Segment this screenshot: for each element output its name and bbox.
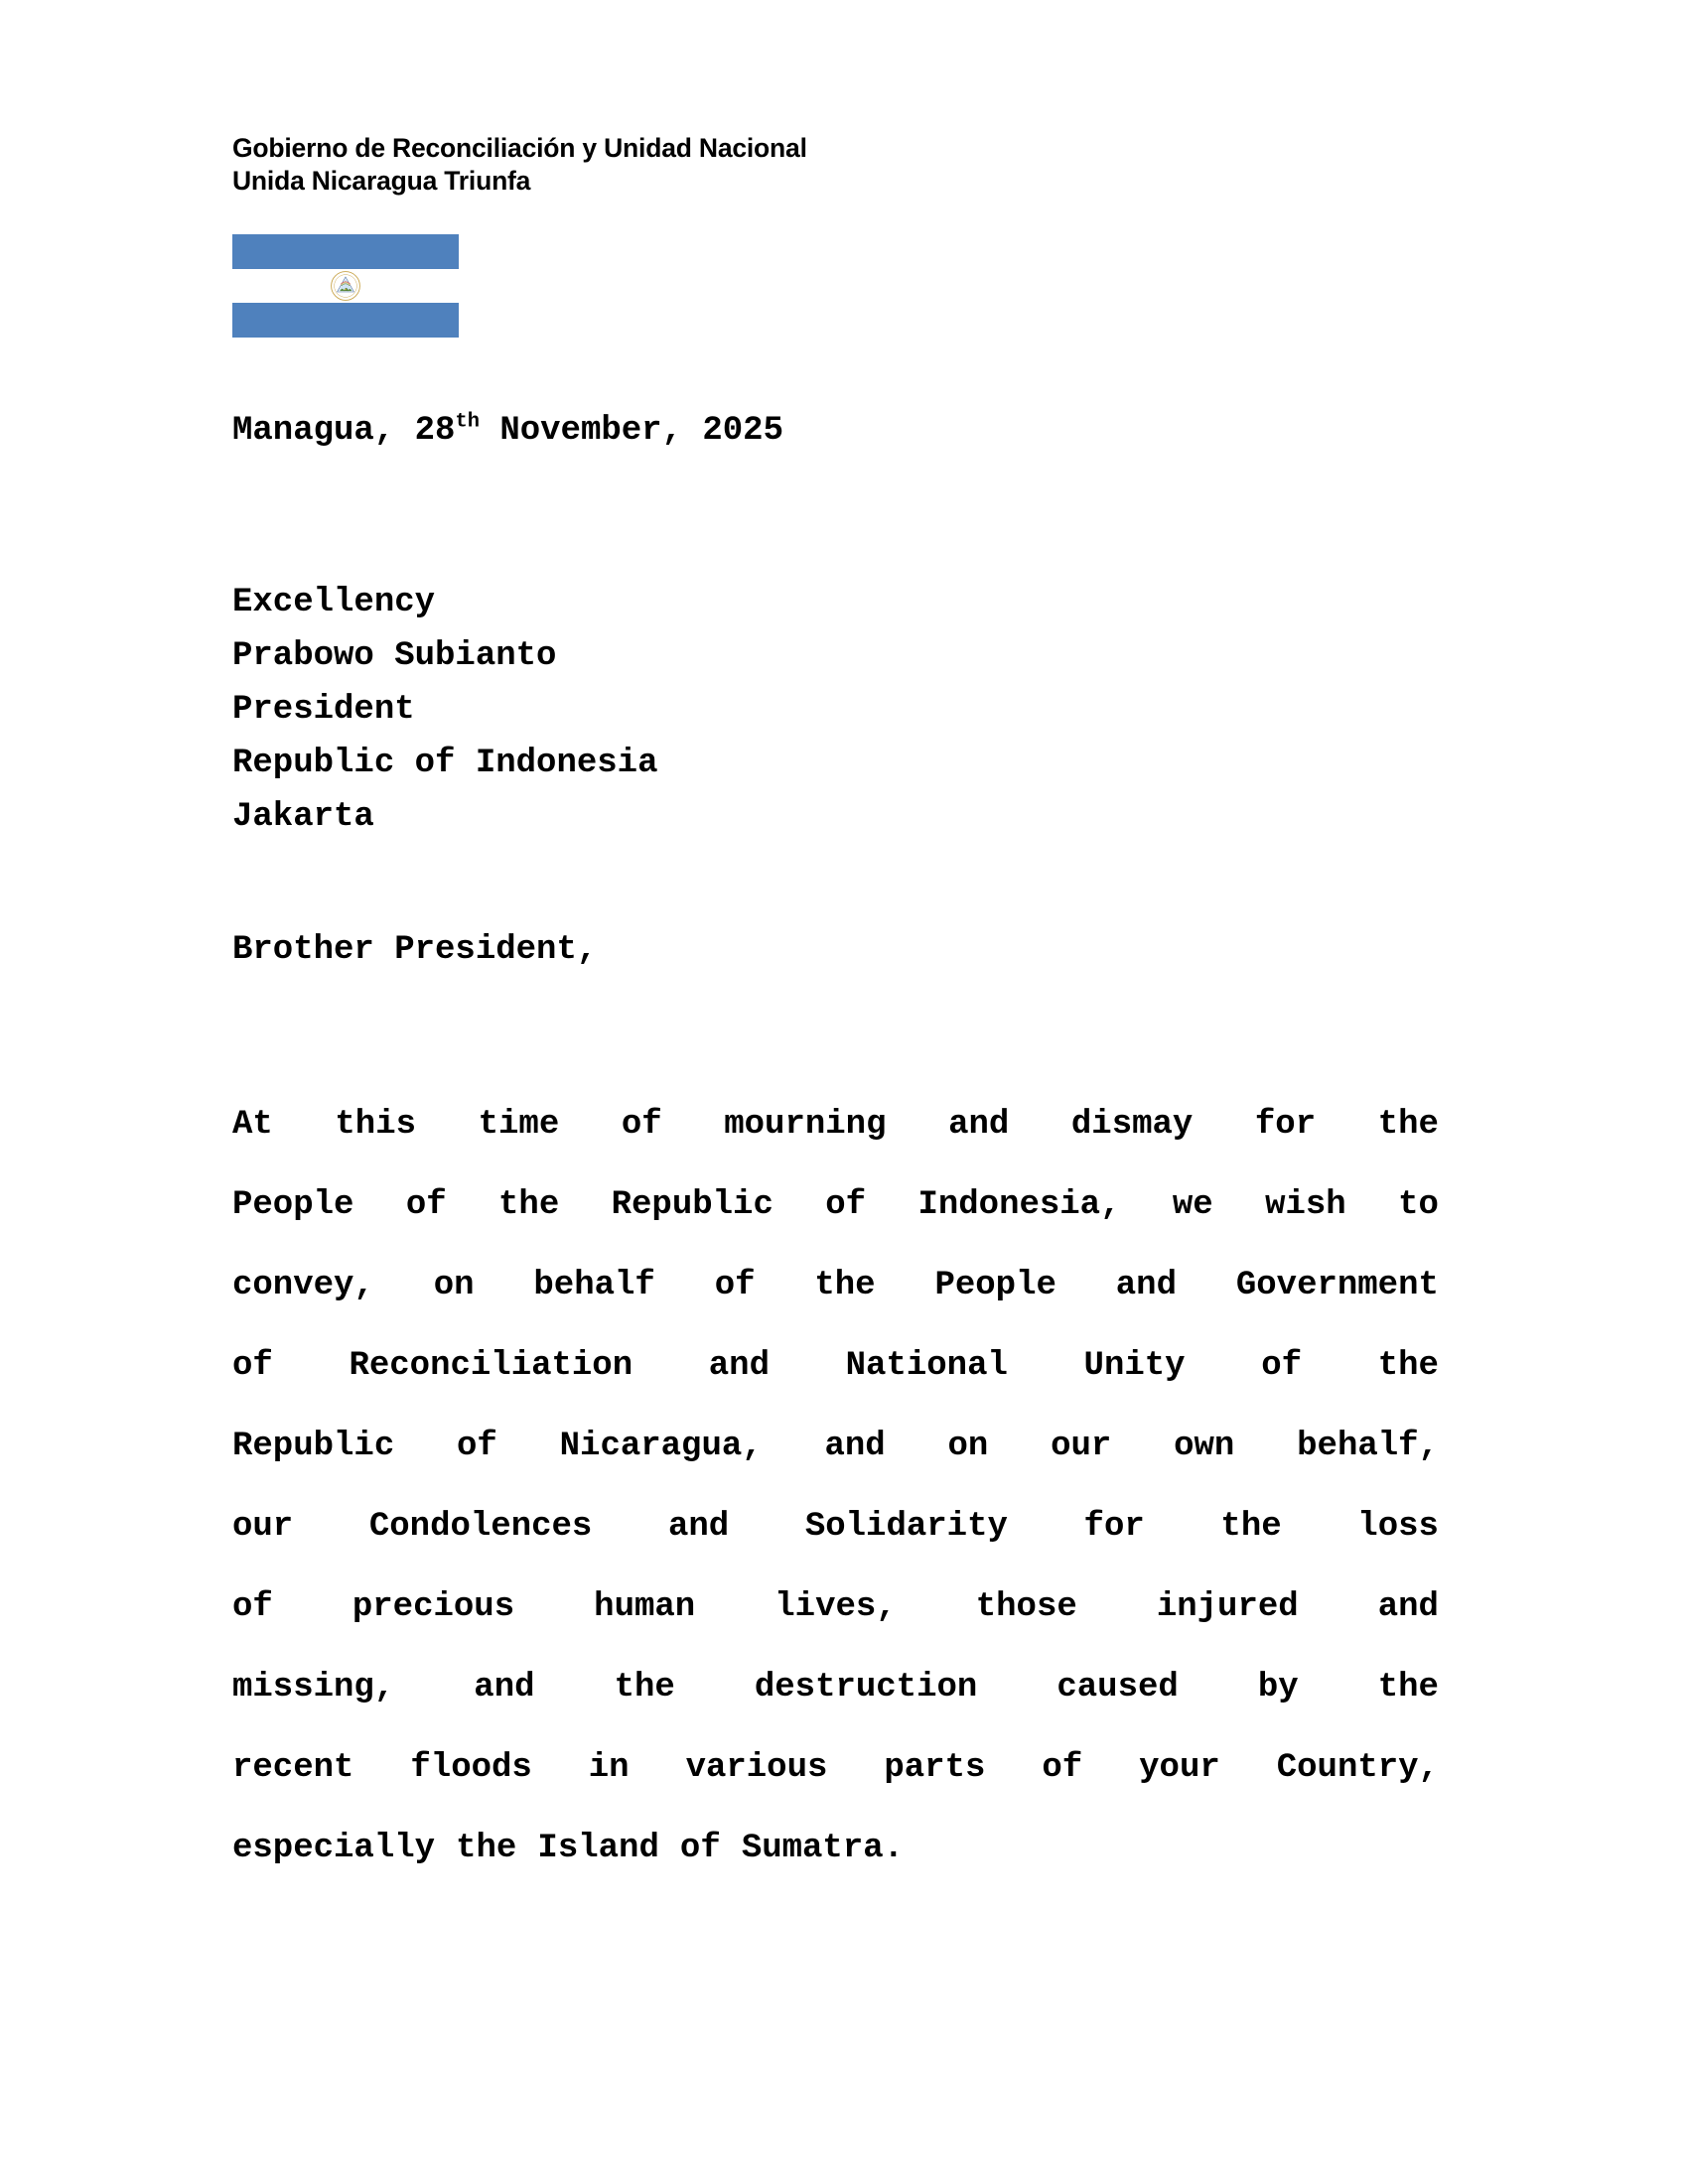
body-word: of <box>457 1428 497 1465</box>
body-word: for <box>1083 1508 1145 1546</box>
addressee-line: Republic of Indonesia <box>232 745 658 782</box>
letterhead-line-2: Unida Nicaragua Triunfa <box>232 166 531 196</box>
body-line <box>232 1326 1439 1407</box>
body-word: for <box>1254 1106 1317 1144</box>
addressee-block <box>232 576 657 844</box>
body-word: Government <box>1235 1267 1439 1304</box>
body-word: of <box>621 1106 662 1144</box>
body-line <box>232 1487 1439 1568</box>
flag-band-bottom-blue <box>232 303 459 338</box>
body-word: loss <box>1357 1508 1439 1546</box>
body-word: People <box>232 1186 354 1224</box>
body-word: Reconciliation <box>349 1347 633 1385</box>
body-word: Country, <box>1276 1749 1439 1787</box>
body-word: destruction <box>754 1669 978 1706</box>
salutation: Brother President, <box>232 931 598 969</box>
body-word: Nicaragua, <box>559 1428 763 1465</box>
body-word: convey, <box>232 1267 374 1304</box>
body-word: of <box>405 1186 447 1224</box>
body-word: mourning <box>724 1106 887 1144</box>
flag-band-top-blue <box>232 234 459 269</box>
body-word: missing, <box>232 1669 395 1706</box>
body-word: various <box>685 1749 828 1787</box>
body-word: National <box>845 1347 1008 1385</box>
body-word: and <box>824 1428 886 1465</box>
body-word: the <box>498 1186 560 1224</box>
body-word: the <box>456 1830 517 1867</box>
coat-of-arms-of-nicaragua-icon <box>331 271 360 301</box>
body-word: our <box>1051 1428 1112 1465</box>
body-line <box>232 1407 1439 1487</box>
body-word: your <box>1139 1749 1220 1787</box>
body-word: Republic <box>611 1186 774 1224</box>
body-word: the <box>1377 1669 1439 1706</box>
body-line <box>232 1165 1439 1246</box>
body-word: especially <box>232 1830 436 1867</box>
body-word: lives, <box>774 1588 897 1626</box>
body-word: of <box>1042 1749 1083 1787</box>
body-word: own <box>1174 1428 1235 1465</box>
body-word: parts <box>884 1749 986 1787</box>
body-word: Unity <box>1083 1347 1186 1385</box>
body-word: of <box>232 1347 273 1385</box>
body-word: of <box>232 1588 273 1626</box>
body-word: the <box>1377 1347 1439 1385</box>
date-line <box>232 409 783 453</box>
body-word: the <box>1377 1106 1439 1144</box>
body-word: human <box>594 1588 696 1626</box>
body-word: and <box>708 1347 770 1385</box>
letterhead <box>232 132 1225 198</box>
body-word: those <box>975 1588 1077 1626</box>
body-word: caused <box>1056 1669 1179 1706</box>
addressee-line: Excellency <box>232 584 436 621</box>
body-word: this <box>335 1106 417 1144</box>
body-line <box>232 1648 1439 1728</box>
body-line <box>232 1568 1439 1648</box>
body-paragraph <box>232 1085 1439 1889</box>
date-city: Managua, <box>232 412 415 450</box>
body-word: Solidarity <box>804 1508 1008 1546</box>
body-word: Republic <box>232 1428 395 1465</box>
body-word: of <box>714 1267 756 1304</box>
body-word: time <box>478 1106 560 1144</box>
body-word: the <box>814 1267 876 1304</box>
letterhead-line-1: Gobierno de Reconciliación y Unidad Nacional <box>232 133 807 163</box>
body-word: dismay <box>1070 1106 1194 1144</box>
body-word: and <box>474 1669 535 1706</box>
body-word: Condolences <box>368 1508 593 1546</box>
body-word: Island <box>537 1830 659 1867</box>
body-line <box>232 1809 1439 1889</box>
body-word: to <box>1398 1186 1439 1224</box>
date-ordinal-suffix: th <box>455 410 480 434</box>
body-word: precious <box>352 1588 515 1626</box>
addressee-line: Prabowo Subianto <box>232 637 557 675</box>
body-word: wish <box>1265 1186 1346 1224</box>
body-word: behalf <box>533 1267 655 1304</box>
body-word: Indonesia, <box>917 1186 1121 1224</box>
body-word: and <box>948 1106 1010 1144</box>
body-word: injured <box>1156 1588 1299 1626</box>
body-line <box>232 1085 1439 1165</box>
body-word: by <box>1257 1669 1299 1706</box>
body-word: our <box>232 1508 294 1546</box>
body-word: on <box>433 1267 475 1304</box>
body-word: behalf, <box>1297 1428 1439 1465</box>
body-word: and <box>667 1508 730 1546</box>
body-word: of <box>679 1830 721 1867</box>
body-word: recent <box>232 1749 354 1787</box>
body-line <box>232 1728 1439 1809</box>
body-word: of <box>1261 1347 1303 1385</box>
body-word: the <box>1220 1508 1282 1546</box>
body-line <box>232 1246 1439 1326</box>
body-word: Sumatra. <box>741 1830 905 1867</box>
addressee-line: Jakarta <box>232 798 374 836</box>
body-word: At <box>232 1106 273 1144</box>
nicaragua-flag <box>232 234 459 338</box>
body-word: floods <box>410 1749 532 1787</box>
body-word: on <box>947 1428 989 1465</box>
body-word: and <box>1377 1588 1439 1626</box>
date-month-year: November, 2025 <box>479 412 783 450</box>
body-word: we <box>1172 1186 1213 1224</box>
body-word: the <box>614 1669 675 1706</box>
body-word: and <box>1115 1267 1177 1304</box>
date-day: 28 <box>414 412 456 450</box>
body-word: People <box>934 1267 1056 1304</box>
addressee-line: President <box>232 691 415 729</box>
body-word: in <box>588 1749 630 1787</box>
body-word: of <box>825 1186 867 1224</box>
